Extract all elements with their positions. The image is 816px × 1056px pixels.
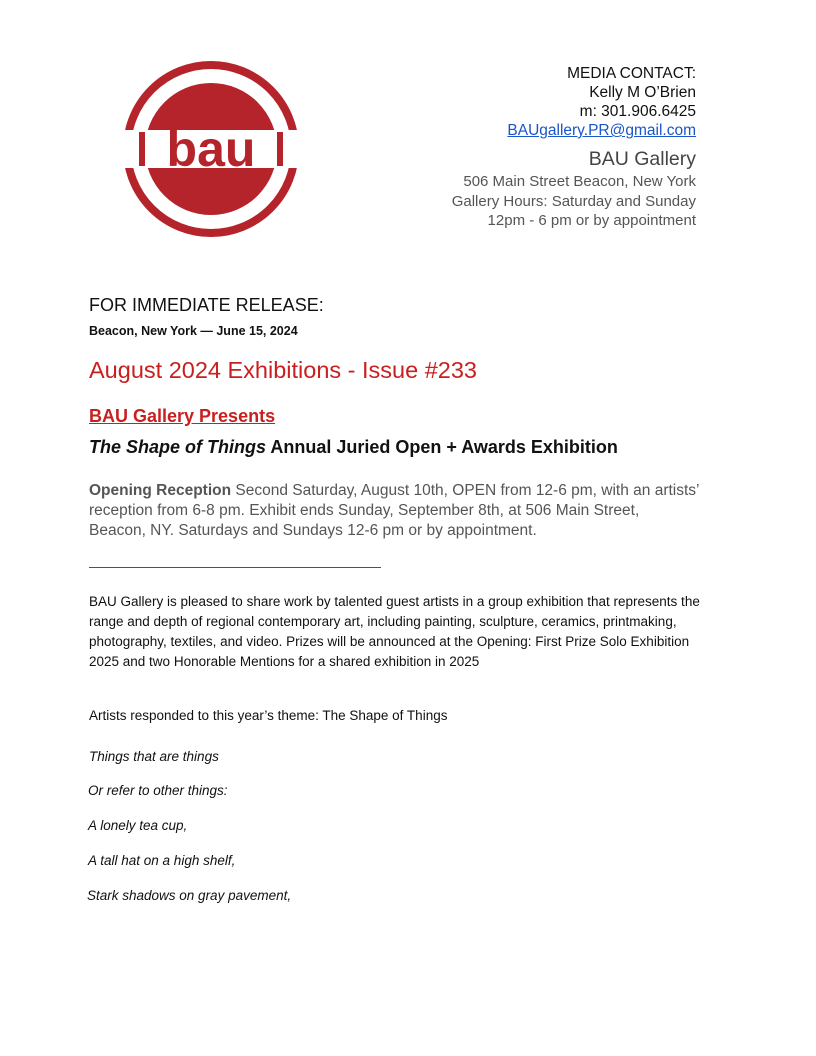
logo-text: bau — [166, 121, 256, 177]
bau-logo — [120, 58, 302, 240]
reception-text: Second Saturday, August 10th, OPEN from 12-6 pm, with an artists’ reception from 6-8 pm. Exhibit ends Sunday, September 8th, at 506 Main Street, Beacon, NY. Saturdays and Sundays 12-6 pm or by appointment. — [89, 482, 699, 539]
poem-line: A tall hat on a high shelf, — [88, 853, 236, 868]
poem-line: A lonely tea cup, — [88, 818, 188, 833]
contact-phone: m: 301.906.6425 — [579, 103, 696, 120]
show-title — [89, 437, 618, 458]
poem-line: Stark shadows on gray pavement, — [87, 888, 292, 903]
gallery-name: BAU Gallery — [588, 148, 696, 170]
body-paragraph: BAU Gallery is pleased to share work by talented guest artists in a group exhibition that represents the range and depth of regional contemporary art, including painting, sculpture, ceramics, printmaking, photography, textiles, and video. Prizes will be announced at the Opening: First Prize Solo Exhibition 2025 and two Honorable Mentions for a shared exhibition in 2025 — [89, 594, 700, 669]
release-label: FOR IMMEDIATE RELEASE: — [89, 295, 324, 315]
presents-heading: BAU Gallery Presents — [89, 406, 276, 426]
reception-paragraph — [89, 481, 699, 541]
poem-line: Or refer to other things: — [88, 783, 228, 798]
gallery-hours: Gallery Hours: Saturday and Sunday — [451, 192, 696, 210]
contact-heading: MEDIA CONTACT: — [567, 65, 696, 82]
issue-title: August 2024 Exhibitions - Issue #233 — [89, 357, 478, 383]
divider-rule — [89, 567, 381, 568]
contact-name: Kelly M O’Brien — [589, 84, 696, 101]
gallery-hours-detail: 12pm - 6 pm or by appointment — [487, 212, 696, 229]
reception-label: Opening Reception — [89, 482, 232, 499]
media-contact-block — [452, 64, 696, 231]
show-title-rest: Annual Juried Open + Awards Exhibition — [266, 437, 618, 457]
theme-line: Artists responded to this year’s theme: The Shape of Things — [89, 708, 448, 723]
dateline: Beacon, New York — June 15, 2024 — [89, 324, 298, 338]
show-title-italic: The Shape of Things — [89, 437, 267, 457]
gallery-address: 506 Main Street Beacon, New York — [463, 173, 696, 190]
contact-email-link[interactable]: BAUgallery.PR@gmail.com — [507, 122, 696, 139]
poem-line: Things that are things — [89, 749, 219, 764]
